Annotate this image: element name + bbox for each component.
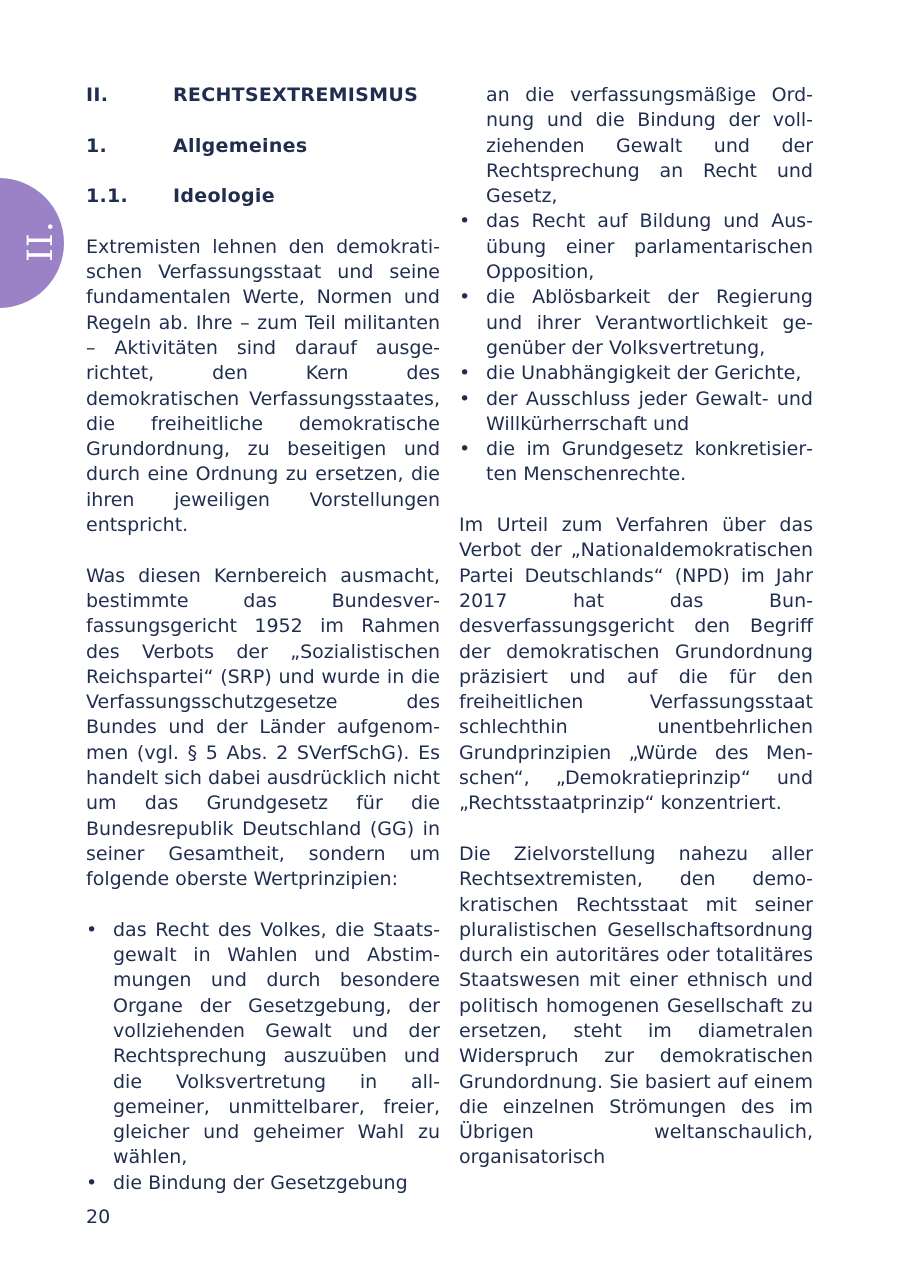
bullet-list (459, 209, 813, 487)
paragraph: Im Urteil zum Verfahren über das Verbot der „Nationaldemokratischen Partei Deutschlands“ (NPD) im Jahr 2017 hat das Bundesverfassungsgericht den Begriff der demokratischen Grundordnung präzisiert und auf die für den freiheitlichen Verfassungsstaat schlechthin unentbehrlichen Grundprinzipien „Würde des Menschen“, „Demokratieprinzip“ und „Rechtsstaatprinzip“ konzentriert. (459, 514, 813, 815)
page-number: 20 (86, 1206, 111, 1228)
right-column (459, 83, 813, 1171)
left-column (86, 83, 440, 1196)
paragraph: Was diesen Kernbereich ausmacht, bestimmte das Bundesverfassungsgericht 1952 im Rahmen des Verbots der „Sozialistischen Reichspartei“ (SRP) und wurde in die Verfassungsschutzgesetze des Bundes und der Länder aufgenommen (vgl. § 5 Abs. 2 SVerfSchG). Es handelt sich dabei ausdrücklich nicht um das Grundgesetz für die Bundesrepublik Deutschland (GG) in seiner Gesamtheit, sondern um folgende oberste Wertprinzipien: (86, 564, 441, 891)
list-item-continuation: an die verfassungsmäßige Ordnung und die Bindung der vollziehenden Gewalt und der Rechtsprechung an Recht und Gesetz, (486, 84, 813, 208)
list-item: • das Recht auf Bildung und Ausübung einer parlamentarischen Opposition, (459, 209, 813, 285)
heading-section (86, 134, 440, 159)
heading-chapter (86, 83, 440, 108)
list-item: • die Ablösbarkeit der Regierung und ihrer Verantwortlichkeit gegenüber der Volksvertretung, (459, 285, 813, 361)
heading-subsection (86, 184, 440, 209)
heading-title: Allgemeines (173, 134, 308, 157)
heading-number: II. (86, 84, 109, 106)
bullet-list (86, 918, 440, 1196)
list-item: • die Bindung der Gesetzgebung (86, 1171, 440, 1196)
chapter-tab-label: II. (21, 220, 61, 262)
heading-number: 1.1. (86, 185, 129, 208)
paragraph: Extremisten lehnen den demokratischen Verfassungsstaat und seine fundamentalen Werte, Normen und Regeln ab. Ihre – zum Teil militanten – Aktivitäten sind darauf ausgerichtet, den Kern des demokratischen Verfassungsstaates, die freiheitliche demokratische Grundordnung, zu beseitigen und durch eine Ordnung zu ersetzen, die ihren jeweiligen Vorstellungen entspricht. (86, 235, 440, 537)
list-item: • die im Grundgesetz konkretisierten Menschenrechte. (459, 437, 813, 488)
list-item: • das Recht des Volkes, die Staatsgewalt in Wahlen und Abstimmungen und durch besondere Organe der Gesetzgebung, der vollziehenden Gewalt und der Rechtsprechung auszuüben und die Volksvertretung in allgemeiner, unmittelbarer, freier, gleicher und geheimer Wahl zu wählen, (86, 918, 440, 1171)
list-item: • der Ausschluss jeder Gewalt- und Willkürherrschaft und (459, 387, 813, 438)
heading-number: 1. (86, 134, 108, 157)
list-item: • die Unabhängigkeit der Gerichte, (459, 361, 813, 386)
paragraph: Die Zielvorstellung nahezu aller Rechtsextremisten, den demokratischen Rechtsstaat mit seiner pluralistischen Gesellschaftsordnung durch ein autoritäres oder totalitäres Staatswesen mit einer ethnisch und politisch homogenen Gesellschaft zu ersetzen, steht im diametralen Widerspruch zur demokratischen Grundordnung. Sie basiert auf einem die einzelnen Strömungen des im Übrigen weltanschaulich, organisatorisch (459, 842, 813, 1169)
heading-title: Ideologie (173, 185, 275, 208)
heading-title: RECHTSEXTREMISMUS (173, 84, 419, 106)
